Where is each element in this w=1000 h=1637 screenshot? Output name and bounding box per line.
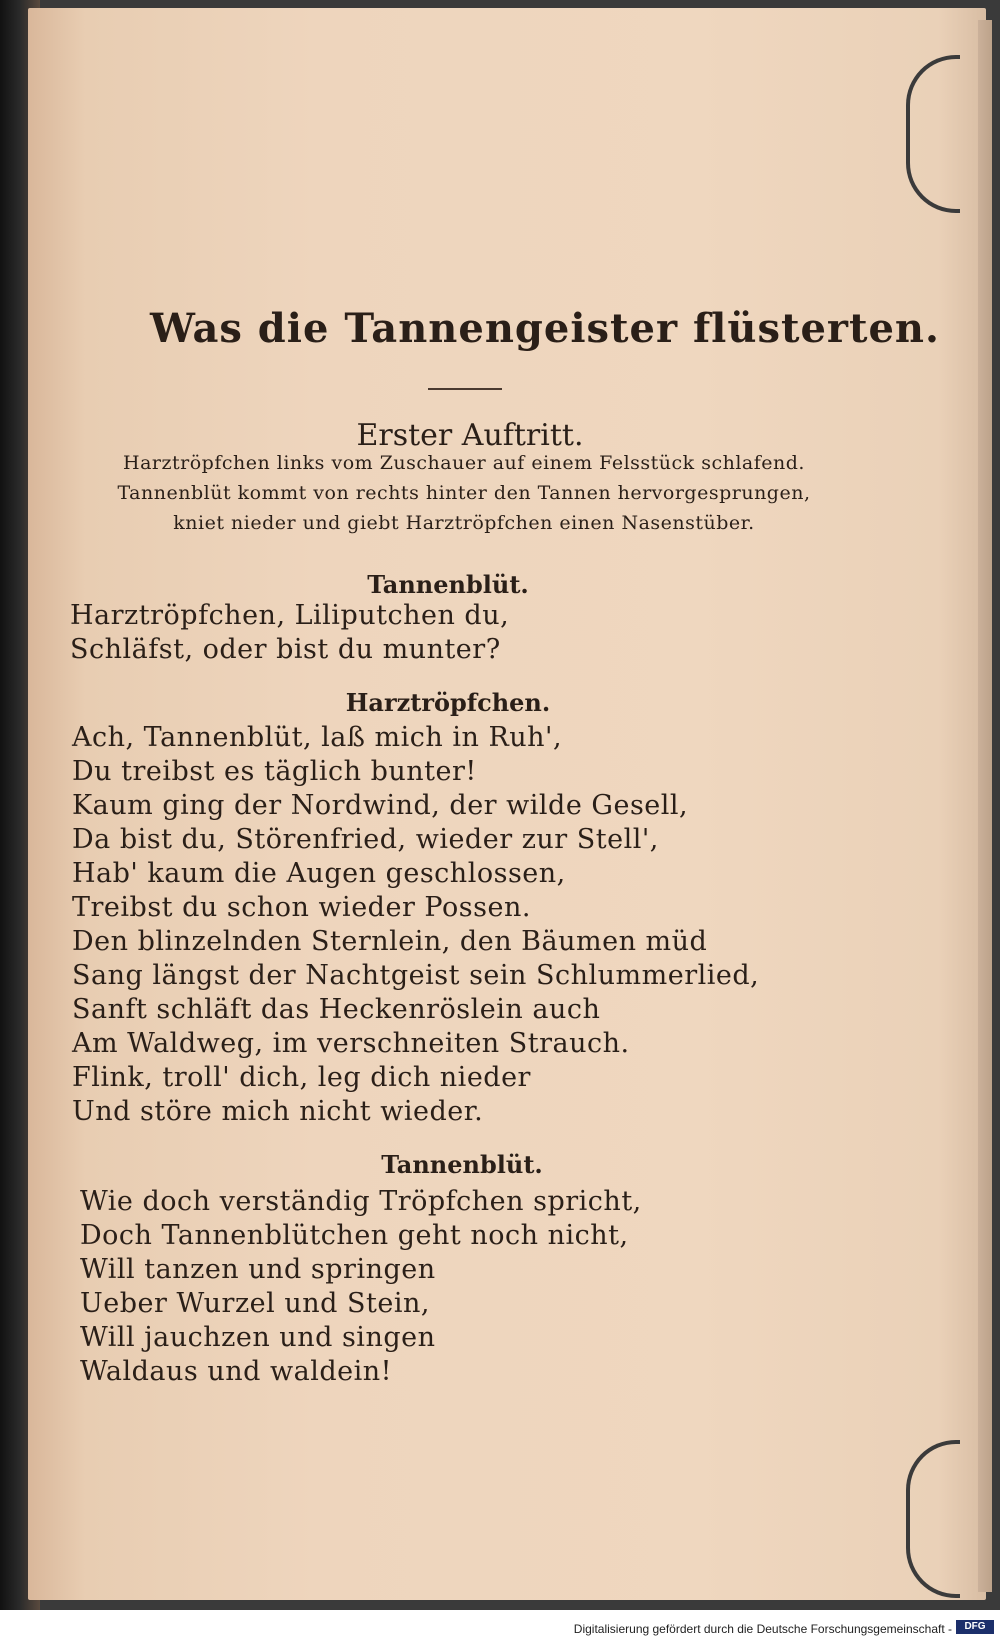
verse-line: Da bist du, Störenfried, wieder zur Stell', [72,824,659,855]
verse-line: Will tanzen und springen [80,1254,436,1285]
verse-line: Ueber Wurzel und Stein, [80,1288,430,1319]
verse-line: Treibst du schon wieder Possen. [72,892,531,923]
clip-top-icon [906,55,960,213]
verse-line: Flink, troll' dich, leg dich nieder [72,1062,531,1093]
verse-line: Will jauchzen und singen [80,1322,436,1353]
dfg-logo: DFG [956,1620,994,1634]
speaker-name: Harztröpfchen. [345,688,551,717]
verse-line: Und störe mich nicht wieder. [72,1096,484,1127]
speaker-name: Tannenblüt. [367,570,529,599]
verse-line: Den blinzelnden Sternlein, den Bäumen müd [72,926,708,957]
verse-line: Am Waldweg, im verschneiten Strauch. [72,1028,630,1059]
verse-line: Du treibst es täglich bunter! [72,756,477,787]
verse-line: Ach, Tannenblüt, laß mich in Ruh', [72,722,563,753]
verse-line: Sang längst der Nachtgeist sein Schlummerlied, [72,960,760,991]
verse-line: Hab' kaum die Augen geschlossen, [72,858,566,889]
footer-credit: Digitalisierung gefördert durch die Deutsche Forschungsgemeinschaft - [573,1622,952,1636]
page-edge [978,20,992,1592]
verse-line: Wie doch verständig Tröpfchen spricht, [80,1186,642,1217]
verse-line: Waldaus und waldein! [80,1356,392,1387]
title-divider [428,388,502,390]
stage-direction: Tannenblüt kommt von rechts hinter den Tannen hervorgesprungen, [117,482,811,504]
verse-line: Schläfst, oder bist du munter? [70,634,501,665]
speaker-name: Tannenblüt. [381,1150,543,1179]
verse-line: Doch Tannenblütchen geht noch nicht, [80,1220,629,1251]
verse-line: Harztröpfchen, Liliputchen du, [70,600,510,631]
clip-bottom-icon [906,1440,960,1598]
page-title: Was die Tannengeister flüsterten. [150,305,940,352]
stage-direction: Harztröpfchen links vom Zuschauer auf einem Felsstück schlafend. [123,452,805,474]
stage-direction: kniet nieder und giebt Harztröpfchen einen Nasenstüber. [173,512,755,534]
act-heading: Erster Auftritt. [356,418,584,453]
verse-line: Sanft schläft das Heckenröslein auch [72,994,601,1025]
verse-line: Kaum ging der Nordwind, der wilde Gesell, [72,790,689,821]
